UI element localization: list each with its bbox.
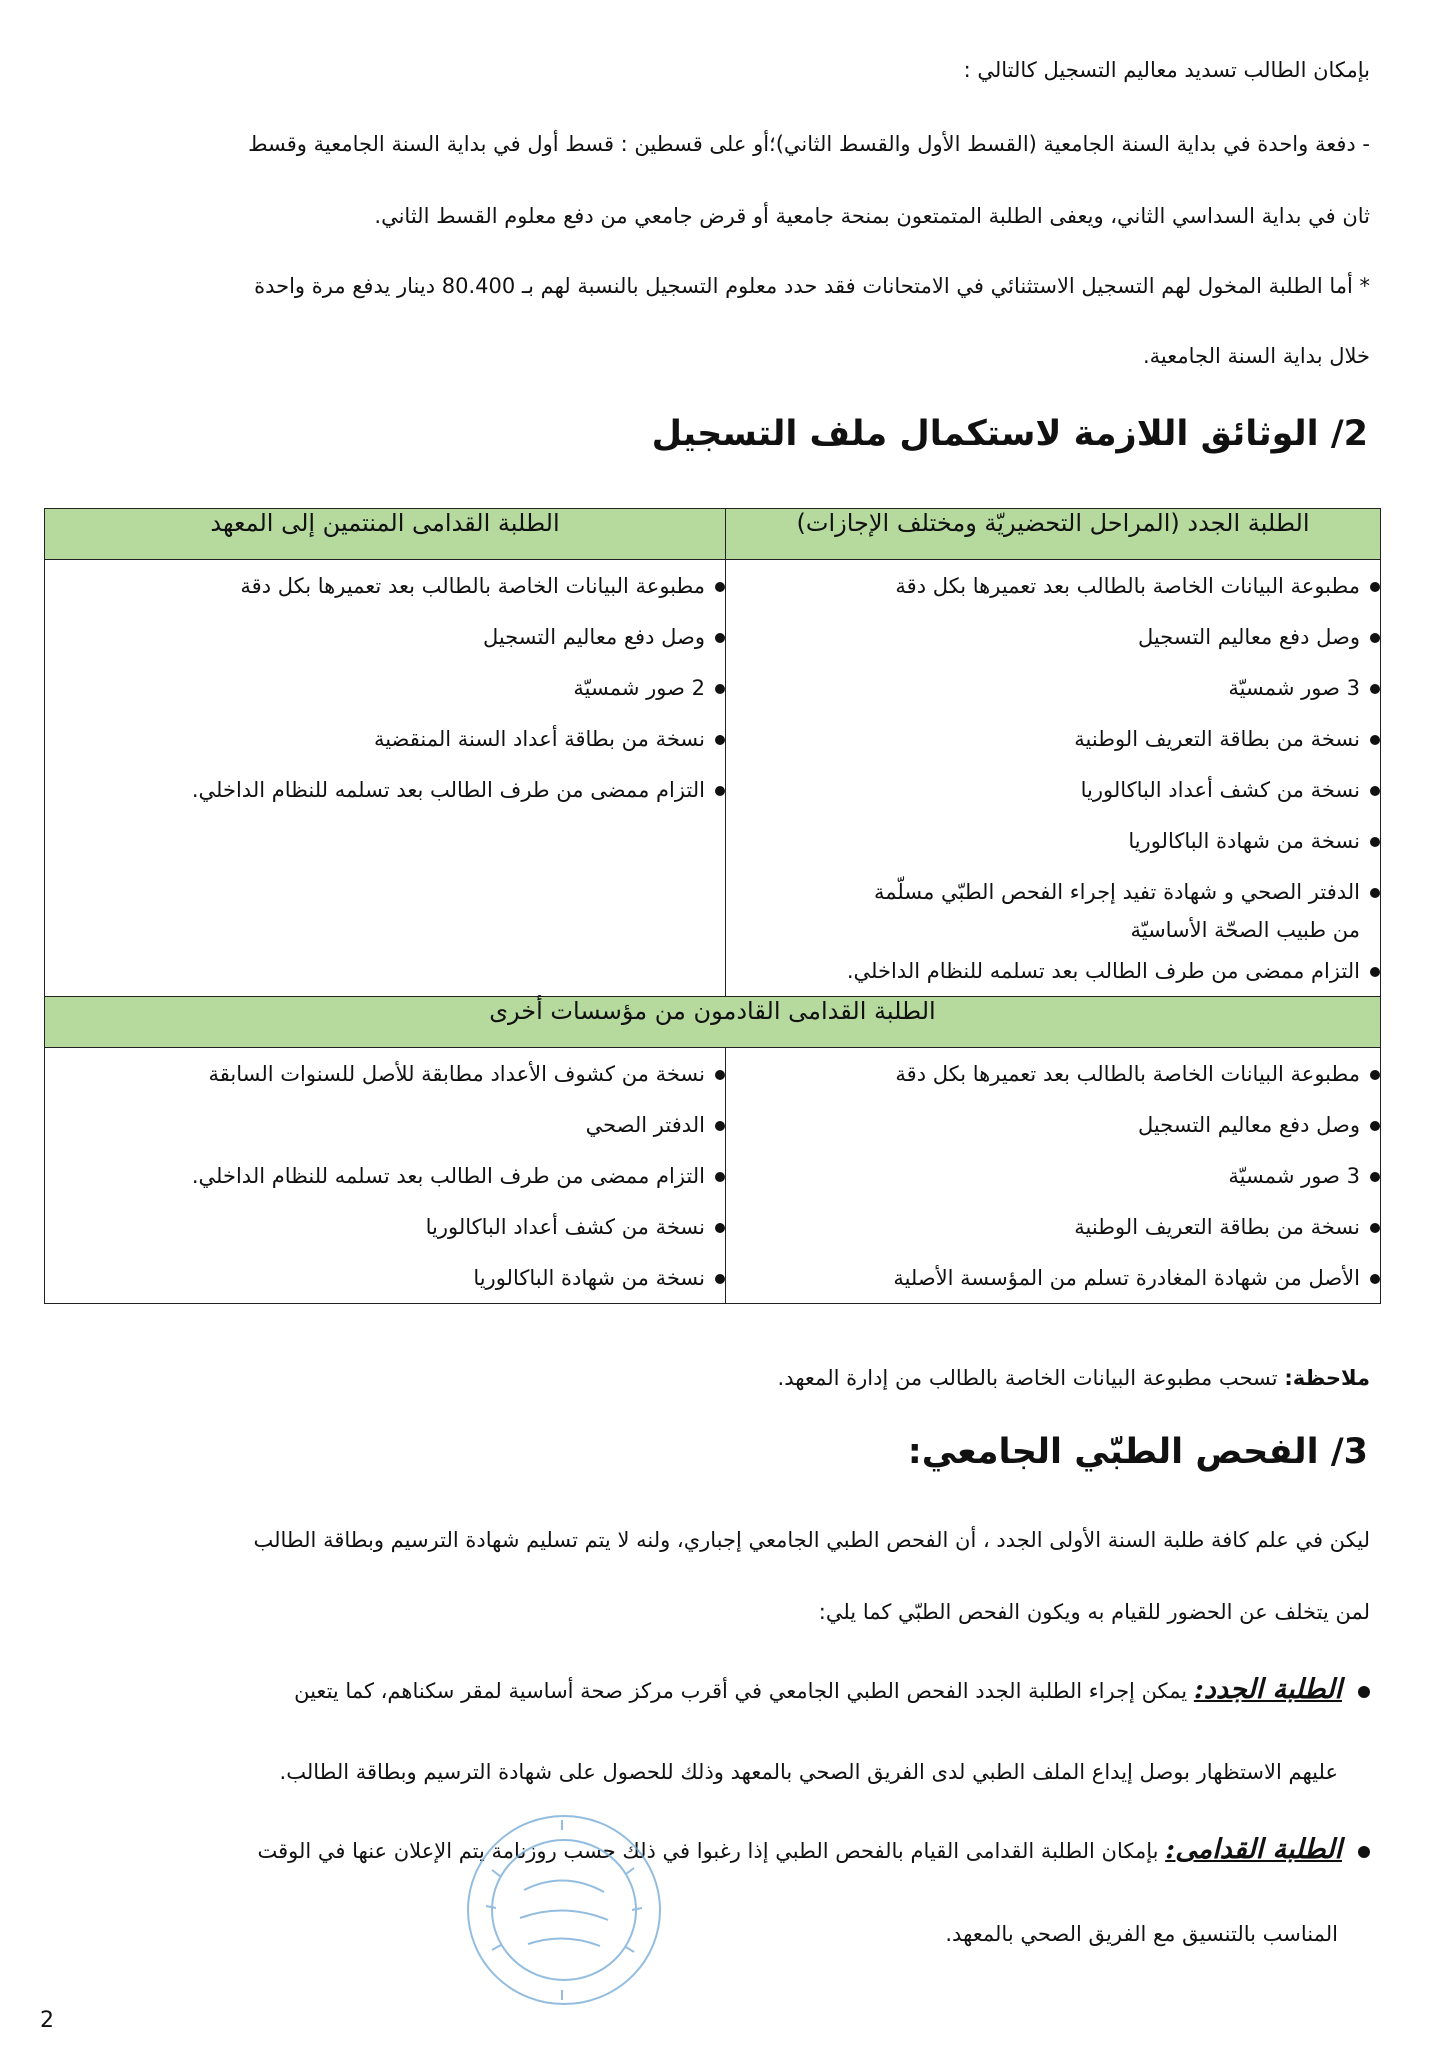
list-item: التزام ممضى من طرف الطالب بعد تسلمه للنظام الداخلي. <box>45 764 725 815</box>
bullet-icon <box>1370 1274 1380 1284</box>
list-item: 3 صور شمسيّة <box>726 1150 1380 1201</box>
list-item: التزام ممضى من طرف الطالب بعد تسلمه للنظام الداخلي. <box>726 945 1380 996</box>
medical-intro-line-2: لمن يتخلف عن الحضور للقيام به ويكون الفحص الطبّي كما يلي: <box>818 1600 1370 1624</box>
old-students-medical <box>40 1836 1370 1865</box>
list-item: نسخة من كشف أعداد الباكالوريا <box>45 1201 725 1252</box>
header-transfer-students: الطلبة القدامى القادمون من مؤسسات أخرى <box>45 997 1381 1048</box>
note <box>778 1366 1370 1390</box>
old-students-text-continued: المناسب بالتنسيق مع الفريق الصحي بالمعهد. <box>945 1922 1338 1946</box>
bullet-icon <box>715 684 725 694</box>
new-students-text-continued: عليهم الاستظهار بوصل إيداع الملف الطبي لدى الفريق الصحي بالمعهد وذلك للحصول على شهادة الترسيم وبطاقة الطالب. <box>279 1760 1338 1784</box>
exceptional-registration-line-1: * أما الطلبة المخول لهم التسجيل الاستثنائي في الامتحانات فقد حدد معلوم التسجيل بالنسبة لهم بـ 80.400 دينار يدفع مرة واحدة <box>254 274 1370 298</box>
bullet-icon <box>1370 633 1380 643</box>
medical-intro-line-1: ليكن في علم كافة طلبة السنة الأولى الجدد ، أن الفحص الطبي الجامعي إجباري، ولنه لا يتم تسليم شهادة الترسيم وبطاقة الطالب <box>253 1528 1370 1552</box>
page-number: 2 <box>40 2008 54 2033</box>
bullet-icon <box>1370 1070 1380 1080</box>
table-row-transfer <box>45 1048 1381 1304</box>
list-item: نسخة من شهادة الباكالوريا <box>45 1252 725 1303</box>
list-item: نسخة من كشف أعداد الباكالوريا <box>726 764 1380 815</box>
list-item: 3 صور شمسيّة <box>726 662 1380 713</box>
bullet-icon <box>1370 786 1380 796</box>
bullet-icon <box>715 1223 725 1233</box>
bullet-icon <box>1370 1121 1380 1131</box>
list-item: التزام ممضى من طرف الطالب بعد تسلمه للنظام الداخلي. <box>45 1150 725 1201</box>
bullet-icon <box>1370 967 1380 977</box>
header-new-students: الطلبة الجدد (المراحل التحضيريّة ومختلف الإجازات) <box>726 509 1381 560</box>
list-item: وصل دفع معاليم التسجيل <box>726 1099 1380 1150</box>
table-header-row-transfer <box>45 997 1381 1048</box>
transfer-list-right <box>726 1048 1381 1304</box>
list-item-continuation: من طبيب الصحّة الأساسيّة <box>1130 918 1360 942</box>
note-text: تسحب مطبوعة البيانات الخاصة بالطالب من إدارة المعهد. <box>777 1366 1278 1390</box>
bullet-icon <box>1370 1223 1380 1233</box>
transfer-list-left <box>45 1048 726 1304</box>
new-students-list <box>726 560 1381 997</box>
new-students-text: يمكن إجراء الطلبة الجدد الفحص الطبي الجامعي في أقرب مركز صحة أساسية لمقر سكناهم، كما يتعين <box>294 1679 1188 1703</box>
bullet-icon <box>1370 888 1380 898</box>
bullet-icon <box>1370 582 1380 592</box>
list-item: وصل دفع معاليم التسجيل <box>45 611 725 662</box>
list-item: 2 صور شمسيّة <box>45 662 725 713</box>
payment-option-line-2: ثان في بداية السداسي الثاني، ويعفى الطلبة المتمتعون بمنحة جامعية أو قرض جامعي من دفع معلوم القسط الثاني. <box>374 204 1370 228</box>
header-old-students: الطلبة القدامى المنتمين إلى المعهد <box>45 509 726 560</box>
exceptional-registration-line-2: خلال بداية السنة الجامعية. <box>1142 344 1370 368</box>
bullet-icon <box>1370 684 1380 694</box>
bullet-icon <box>1358 1846 1370 1858</box>
list-item: مطبوعة البيانات الخاصة بالطالب بعد تعميرها بكل دقة <box>45 560 725 611</box>
list-item: مطبوعة البيانات الخاصة بالطالب بعد تعميرها بكل دقة <box>726 560 1380 611</box>
list-item: مطبوعة البيانات الخاصة بالطالب بعد تعميرها بكل دقة <box>726 1048 1380 1099</box>
bullet-icon <box>715 786 725 796</box>
list-item: نسخة من بطاقة التعريف الوطنية <box>726 713 1380 764</box>
required-documents-table <box>44 508 1381 1304</box>
payment-option-line-1: - دفعة واحدة في بداية السنة الجامعية (القسط الأول والقسط الثاني)؛أو على قسطين : قسط أول في بداية السنة الجامعية وقسط <box>248 132 1370 156</box>
new-students-label: الطلبة الجدد: <box>1193 1674 1342 1705</box>
old-students-list <box>45 560 726 997</box>
list-item: نسخة من كشوف الأعداد مطابقة للأصل للسنوات السابقة <box>45 1048 725 1099</box>
bullet-icon <box>715 1274 725 1284</box>
bullet-icon <box>715 582 725 592</box>
payment-intro: بإمكان الطالب تسديد معاليم التسجيل كالتالي : <box>963 58 1370 82</box>
list-item: الدفتر الصحي و شهادة تفيد إجراء الفحص الطبّي مسلّمة <box>726 866 1380 917</box>
bullet-icon <box>715 1121 725 1131</box>
table-row-main <box>45 560 1381 997</box>
list-item: نسخة من بطاقة التعريف الوطنية <box>726 1201 1380 1252</box>
old-students-text: بإمكان الطلبة القدامى القيام بالفحص الطبي إذا رغبوا في ذلك حسب روزنامة يتم الإعلان عنها في الوقت <box>257 1839 1159 1863</box>
new-students-medical <box>40 1676 1370 1705</box>
section-2-heading: 2/ الوثائق اللازمة لاستكمال ملف التسجيل <box>651 414 1368 454</box>
note-label: ملاحظة: <box>1284 1366 1370 1390</box>
bullet-icon <box>715 1070 725 1080</box>
section-3-heading: 3/ الفحص الطبّي الجامعي: <box>907 1432 1368 1472</box>
bullet-icon <box>1370 1172 1380 1182</box>
bullet-icon <box>1370 837 1380 847</box>
list-item: وصل دفع معاليم التسجيل <box>726 611 1380 662</box>
list-item: نسخة من شهادة الباكالوريا <box>726 815 1380 866</box>
bullet-icon <box>1370 735 1380 745</box>
bullet-icon <box>715 735 725 745</box>
bullet-icon <box>715 1172 725 1182</box>
official-stamp-icon <box>462 1810 667 2010</box>
list-item: نسخة من بطاقة أعداد السنة المنقضية <box>45 713 725 764</box>
list-item: الأصل من شهادة المغادرة تسلم من المؤسسة الأصلية <box>726 1252 1380 1303</box>
old-students-label: الطلبة القدامى: <box>1165 1834 1342 1865</box>
bullet-icon <box>715 633 725 643</box>
list-item: الدفتر الصحي <box>45 1099 725 1150</box>
bullet-icon <box>1358 1686 1370 1698</box>
table-header-row <box>45 509 1381 560</box>
